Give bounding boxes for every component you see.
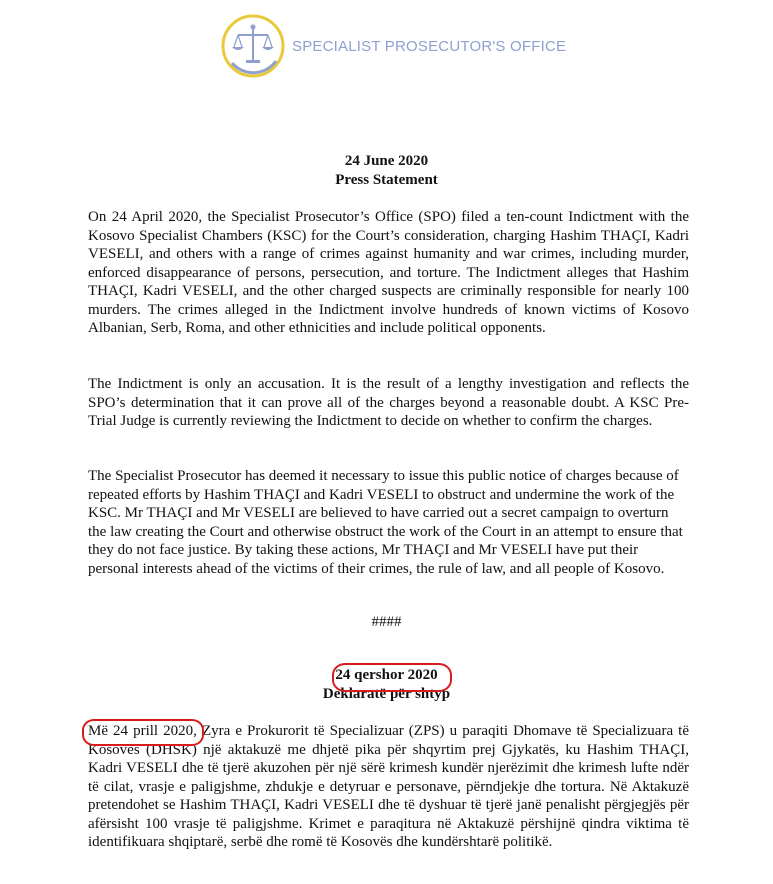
office-name: SPECIALIST PROSECUTOR'S OFFICE: [292, 37, 567, 55]
paragraph-3: The Specialist Prosecutor has deemed it necessary to issue this public notice of charges because of repeated efforts by Hashim THAÇI and Kadri VESELI to obstruct and undermine the work of the KSC. Mr THAÇI and Mr VESELI are believed to have carried out a secret campaign to overturn the law creating the Court and otherwise obstruct the work of the Court in an attempt to ensure that they do not face justice. By taking these actions, Mr THAÇI and Mr VESELI have put their personal interests ahead of the victims of their crimes, the rule of law, and all people of Kosovo.: [88, 468, 683, 577]
albanian-title: Deklaratë për shtyp: [322, 686, 451, 702]
scales-of-justice-icon: [220, 13, 286, 79]
albanian-paragraph-body: Zyra e Prokurorit të Specializuar (ZPS) u paraqiti Dhomave të Specializuara të Kosovës (DHSK) një aktakuzë me dhjetë pika për shqyrtim prej Gjykatës, ku Hashim THAÇI, Kadri VESELI dhe të tjerë akuzohen për një sërë krimesh kundër njerëzimit dhe krimesh lufte ndër të cilat, vrasje e paligjshme, zhdukje e detyruar e personave, përndjekje dhe tortura. Në Aktakuzë pretendohet se Hashim THAÇI, Kadri VESELI dhe të dyshuar të tjerë janë penalisht përgjegjës për afërsisht 100 vrasje të paligjshme. Krimet e paraqitura në Aktakuzë përshijnë qindra viktima të identifikuara shqiptarë, serbë dhe romë të Kosovës dhe kundërshtarë politikë.: [88, 723, 689, 850]
red-annotation-circle-date: [332, 663, 452, 692]
paragraph-2: The Indictment is only an accusation. It is the result of a lengthy investigation and reflects the SPO’s determination that it can prove all of the charges beyond a reasonable doubt. A KSC Pre-Trial Judge is currently reviewing the Indictment to decide on whether to confirm the charges.: [88, 376, 689, 429]
albanian-date: 24 qershor 2020: [335, 667, 438, 683]
section-separator: ####: [371, 614, 402, 630]
statement-date: 24 June 2020: [344, 153, 429, 169]
statement-title: Press Statement: [335, 172, 438, 188]
red-annotation-circle-lead: [82, 719, 204, 746]
document-header: [220, 14, 566, 78]
paragraph-1: On 24 April 2020, the Specialist Prosecutor’s Office (SPO) filed a ten-count Indictment with the Kosovo Specialist Chambers (KSC) for the Court’s consideration, charging Hashim THAÇI, Kadri VESELI, and others with a range of crimes against humanity and war crimes, including murder, enforced disappearance of persons, persecution, and torture. The Indictment alleges that Hashim THAÇI, Kadri VESELI, and the other charged suspects are criminally responsible for nearly 100 murders. The crimes alleged in the Indictment involve hundreds of known victims of Kosovo Albanian, Serb, Roma, and other ethnicities and include political opponents.: [88, 209, 689, 336]
albanian-paragraph-lead: Më 24 prill 2020,: [88, 723, 197, 739]
